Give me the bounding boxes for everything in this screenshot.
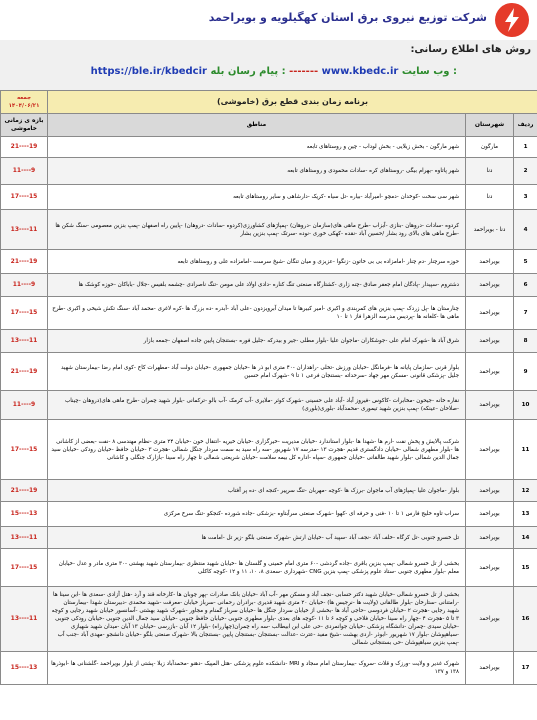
table-row xyxy=(1,527,537,549)
row-number: 11 xyxy=(514,420,537,480)
row-areas: شهر پاتاوه -بهرام بیگی -روستاهای کره -سادات محمودی و روستاهای تابعه xyxy=(48,158,466,185)
row-time: 11----9 xyxy=(1,158,48,185)
row-areas: شرکت پالایش و پخش نفت -ارم ها -شهدا ها -بلوار استاندارد -خیابان مدیریت -خیرگزاری -خیابان خیریه -انتقال خون -خیابان ۲۴ متری -نظام مهندسی ۸ -نفت -بعضی از کاشانی ها -بلوار مطهری شمالی -خیابان دادگستری قدیم -هجرت ۱۳ -مدرسه ۱۷ شهریور -سه راه سید به سمت سردار جنگل شمالی -هجرت ۳ -خیابان حافظ -خیابان رودکی -خیابان سید جمال الدین شمالی -بلوار شهید طالقانی -خیابان جمهوری -سپاه -اداره کل بیمه سلامت -خیابان شریعتی شمالی تا چهار راه سینا -بازارک جنگلی و کاشانی xyxy=(48,420,466,480)
row-city: دنا xyxy=(466,158,514,185)
links-separator: ------- xyxy=(289,66,319,77)
outage-schedule-table xyxy=(0,90,537,685)
row-areas: حوزه سرچنار -دم چنار -امامزاده بی بی خاتون -زنگوا -عزیزی و میان تنگان -شیخ سرست -امامزاده علی و روستاهای تابعه xyxy=(48,250,466,274)
row-city: بویراحمد xyxy=(466,353,514,391)
row-city: بویراحمد xyxy=(466,330,514,353)
row-city: بویراحمد xyxy=(466,502,514,527)
row-time: 11----9 xyxy=(1,274,48,297)
row-city: بویراحمد xyxy=(466,527,514,549)
row-number: 12 xyxy=(514,480,537,502)
row-number: 2 xyxy=(514,158,537,185)
bale-url-link[interactable]: https://ble.ir/kbedcir xyxy=(90,66,207,77)
company-name: شرکت توزیع نیروی برق استان کهگیلویه و بویراحمد xyxy=(208,11,487,24)
website-label: وب سایت : xyxy=(401,66,457,77)
row-areas: شهر سی سخت -کوخدان -دمچو -امیرآباد -بیاره -تل سیاه -کریک -دارشاهی و سایر روستاهای تابعه xyxy=(48,185,466,210)
row-time: 13----11 xyxy=(1,527,48,549)
page-header xyxy=(0,0,537,40)
row-areas: دشتروم -سپیدار -پادگان امام جعفر صادق -چنه زاری -کشتارگاه صنعتی تنگ کناره -دادی اولاد علی مومن -تنگ ناصرادی -چشمه بلقیس -جلال -باباکان -حوزه کوشک ها xyxy=(48,274,466,297)
table-row xyxy=(1,330,537,353)
table-title-row xyxy=(1,91,537,114)
row-time: 21----19 xyxy=(1,137,48,158)
table-row xyxy=(1,274,537,297)
row-time: 17----15 xyxy=(1,185,48,210)
row-number: 17 xyxy=(514,652,537,685)
row-city: بویراحمد xyxy=(466,480,514,502)
row-time: 15----13 xyxy=(1,502,48,527)
row-time: 21----19 xyxy=(1,353,48,391)
row-city: بویراحمد xyxy=(466,420,514,480)
row-city: دنا xyxy=(466,185,514,210)
table-row xyxy=(1,353,537,391)
row-time: 15----13 xyxy=(1,652,48,685)
row-time: 17----15 xyxy=(1,549,48,587)
row-city: بویراحمد xyxy=(466,549,514,587)
row-number: 8 xyxy=(514,330,537,353)
row-number: 3 xyxy=(514,185,537,210)
row-city: بویراحمد xyxy=(466,297,514,330)
row-time: 11----9 xyxy=(1,391,48,420)
header-areas: مناطق xyxy=(48,114,466,137)
table-row xyxy=(1,549,537,587)
row-areas: بلوار -ماجوان علیا -پمپاژهای آب ماجوان -برزک ها -کوچه -مهربان -تنگ سرپیر -کنجه ای -ده پر آفتاب xyxy=(48,480,466,502)
row-time: 13----11 xyxy=(1,330,48,353)
row-areas: بخشی از تل خسرو شمالی -پمپ بنزین باقری -جاده گردشی -۶۰ متری امام خمینی و گلستان ها -خیابان شهید منتظری -بیمارستان شهید بهشتی -۳۰ متری مادر و عدل -خیابان معلم -بلوار مطهری جنوبی -ستاد علوم پزشکی -پمپ بنزین CNG -شهرداری -سعدی ۸، ۱۰، ۱۱ و ۱۲ -کوچه کاکلی xyxy=(48,549,466,587)
row-number: 4 xyxy=(514,210,537,250)
website-url-link[interactable]: www.kbedc.ir xyxy=(321,66,399,77)
table-row xyxy=(1,158,537,185)
table-row xyxy=(1,587,537,652)
row-city: بویراحمد xyxy=(466,250,514,274)
row-areas: تل خسرو جنوبی -تل کرگاه -خلف آباد -نجف آباد -سپید آب -خیابان ارتش -شهرک صنعتی بلگو -زیر تل -امامت ها xyxy=(48,527,466,549)
schedule-date: جمعه ۱۴۰۴/۰۶/۲۱ xyxy=(1,91,48,114)
row-areas: کردوه -سادات -دروهان -بنازی -آبزاب -طرح ماهی های(سازمان -دروهان) -پمپاژهای کشاورزی(کردوه -سادات -دروهان) -پایین راه اصفهان -پمپ بنزین معصومی -سنگ شکن ها -طرح ماهی های بالای رود بشار /حسین آباد -نقده -کهکی خوری -نوده -سرتک -پمپ بنزین بشار xyxy=(48,210,466,250)
row-areas: بلوار قرنی -سازمان پایانه ها -فرمانگل -خیابان ورزش -تخلی -راهداران -۴۰ متری ابو ذر ها -خیابان جمهوری -خیابان دولت آباد -مطهرات کاخ -کوی امام رضا -بیمارستان شهید جلیل -پزشکی قانونی -مسکن مهر جهاد -سرحداته -بستنجان فرعی ۱ تا ۹ -شهرک امام حسین xyxy=(48,353,466,391)
table-row xyxy=(1,480,537,502)
row-areas: چنارستان ها -پل زردک -پمپ بنزین های کمربندی و اکبری -امیر کبیرها تا میدان آبرویزدون -علی آباد -آبدره -ده بزرگ ها -کره لاغری -محمد آباد -سنگ تکش شیخی و اکبری -طرح ماهی ها -کلغانه ها -پردیس مدرسه الزهرا فاز ۱ تا ۱۰ xyxy=(48,297,466,330)
row-number: 14 xyxy=(514,527,537,549)
row-time: 13----11 xyxy=(1,210,48,250)
row-number: 6 xyxy=(514,274,537,297)
header-row-number: ردیف xyxy=(514,114,537,137)
table-row xyxy=(1,652,537,685)
table-row xyxy=(1,137,537,158)
table-title: برنامه زمان بندی قطع برق (خاموشی) xyxy=(48,91,537,114)
row-time: 17----15 xyxy=(1,297,48,330)
row-number: 15 xyxy=(514,549,537,587)
contact-links xyxy=(91,66,457,77)
row-number: 10 xyxy=(514,391,537,420)
row-areas: نقاره خانه -جیحون -مخابرات -کاکوس -فیروز آباد -آباد علی حسینی -شهرک کوثر -ملایری -آب کرمک -آب بالو -ترکمانی -بلوار شهید چمران -طرح ماهی های(دروهان -چیناب -صلاحان -عینکه) -پمپ بنزین شهید تیموری -محمدآباد -بلوری(بلوری) xyxy=(48,391,466,420)
info-section xyxy=(0,40,537,90)
bale-label: پیام رسان بله : xyxy=(210,66,286,77)
row-number: 16 xyxy=(514,587,537,652)
table-row xyxy=(1,502,537,527)
row-city: بویراحمد xyxy=(466,391,514,420)
header-city: شهرستان xyxy=(466,114,514,137)
row-number: 9 xyxy=(514,353,537,391)
row-city: بویراحمد xyxy=(466,274,514,297)
row-number: 7 xyxy=(514,297,537,330)
table-row xyxy=(1,420,537,480)
row-city: بویراحمد xyxy=(466,587,514,652)
row-time: 21----19 xyxy=(1,480,48,502)
row-city: مارگون xyxy=(466,137,514,158)
table-row xyxy=(1,297,537,330)
table-row xyxy=(1,250,537,274)
row-areas: بخشی از تل خسرو شمالی -خیابان شهید دکتر حسابی -نجف آباد و مسکن مهر -آب آباد -خیابان بانک صادرات -پهر چوبان ها -کارخانه قند و آرد -هتل آزادی -سعدی ها -ابن سینا ها -رامتنانی -ستارخان -بلوار طالقانی (ولایت ها -نرجیس ها) -خیابان ۲۰ متری شهید قدیری -برادران رحمانی -سرباز خیابان -معرفت -شهید محمدی -دبیرستان شهدا -بیمارستان شهید رجایی -هجرت ۲ -خیابان فردوسی -حاجی آباد ها -بخشی از خیابان سردار جنگل ها -خیابان سرباز گمنام و مجاور -شهرک شهید بهشتی -آسانسور خیابان شهید رجایی و کوچه ۳ تا ۵ -هجرت ۴ -چهار راه سینا -خیابان فلاحی و کوچه ۶ تا ۱۱ -کوچه های بعدی -بلوار مطهری جنوبی -خیابان حافظ جنوبی -خیابان سید جمال الدین جنوبی -خیابان رودکی جنوبی -خیابان سیدی -چمران -دانشگاه پزشکی -خیابان جوانمردی -حی علی ابن ابیطالب -سه راه چمران(چهارراه) -بلوار ۱۲ آبان -بازرسی -خیابان ۱۳ آبان -میدان شهید شهبازی -سیاهپوشان -بلوار ۱۷ شهریور -ابوذر -اردی بهشت -شیخ مفید -عترت -عدالت -بستنجان -بستنجان پایین -بستنجان بالا -شهرک صنعتی بلگو -خیابان دانشجو -مهدی آباد -جنب آب -پمپ بنزین سیاهپوشان -حی بستنجانی شمالی xyxy=(48,587,466,652)
row-areas: شهر مارگون - بخش زیلایی - بخش لوداب - چین و روستاهای تابعه xyxy=(48,137,466,158)
table-row xyxy=(1,391,537,420)
info-title: روش های اطلاع رسانی: xyxy=(410,44,531,55)
row-number: 1 xyxy=(514,137,537,158)
header-time: بازه ی زمانی خاموشی xyxy=(1,114,48,137)
table-header-row xyxy=(1,114,537,137)
row-time: 21----19 xyxy=(1,250,48,274)
row-areas: سراب تاوه خلیج فارس ۱ تا ۱۰ -فنی و حرفه ای -کهوا -شهرک صنعتی سرآبتاوه -بزشکی -جاده شورده -کنجکو -تنگ سرخ مرکزی xyxy=(48,502,466,527)
company-logo xyxy=(495,3,529,37)
row-time: 17----15 xyxy=(1,420,48,480)
table-row xyxy=(1,210,537,250)
row-time: 13----11 xyxy=(1,587,48,652)
row-areas: شرق آباد ها -شهرک امام علی -جوشکاران -ماجوان علیا -بلوار مطلی -جیر و بیدرکه -جلیل فوره -بستنجان پایین جاده اصفهان -جمعه بازار xyxy=(48,330,466,353)
table-row xyxy=(1,185,537,210)
row-areas: شهرک غدیر و ولایت -ورزک و قلات -سروک -بیمارستان امام سجاد و MRI -دانشکده علوم پزشکی -هتل المپیک -دهنو -محمدآباد زیلا -پشتی از بلوار بویراحمد -گلشنانی ها -ابوذرها ۱۳۸ و ۱۳۷ xyxy=(48,652,466,685)
lightning-bolt-icon xyxy=(495,3,529,37)
row-city: دنا - بویراحمد xyxy=(466,210,514,250)
row-number: 5 xyxy=(514,250,537,274)
row-city: بویراحمد xyxy=(466,652,514,685)
row-number: 13 xyxy=(514,502,537,527)
